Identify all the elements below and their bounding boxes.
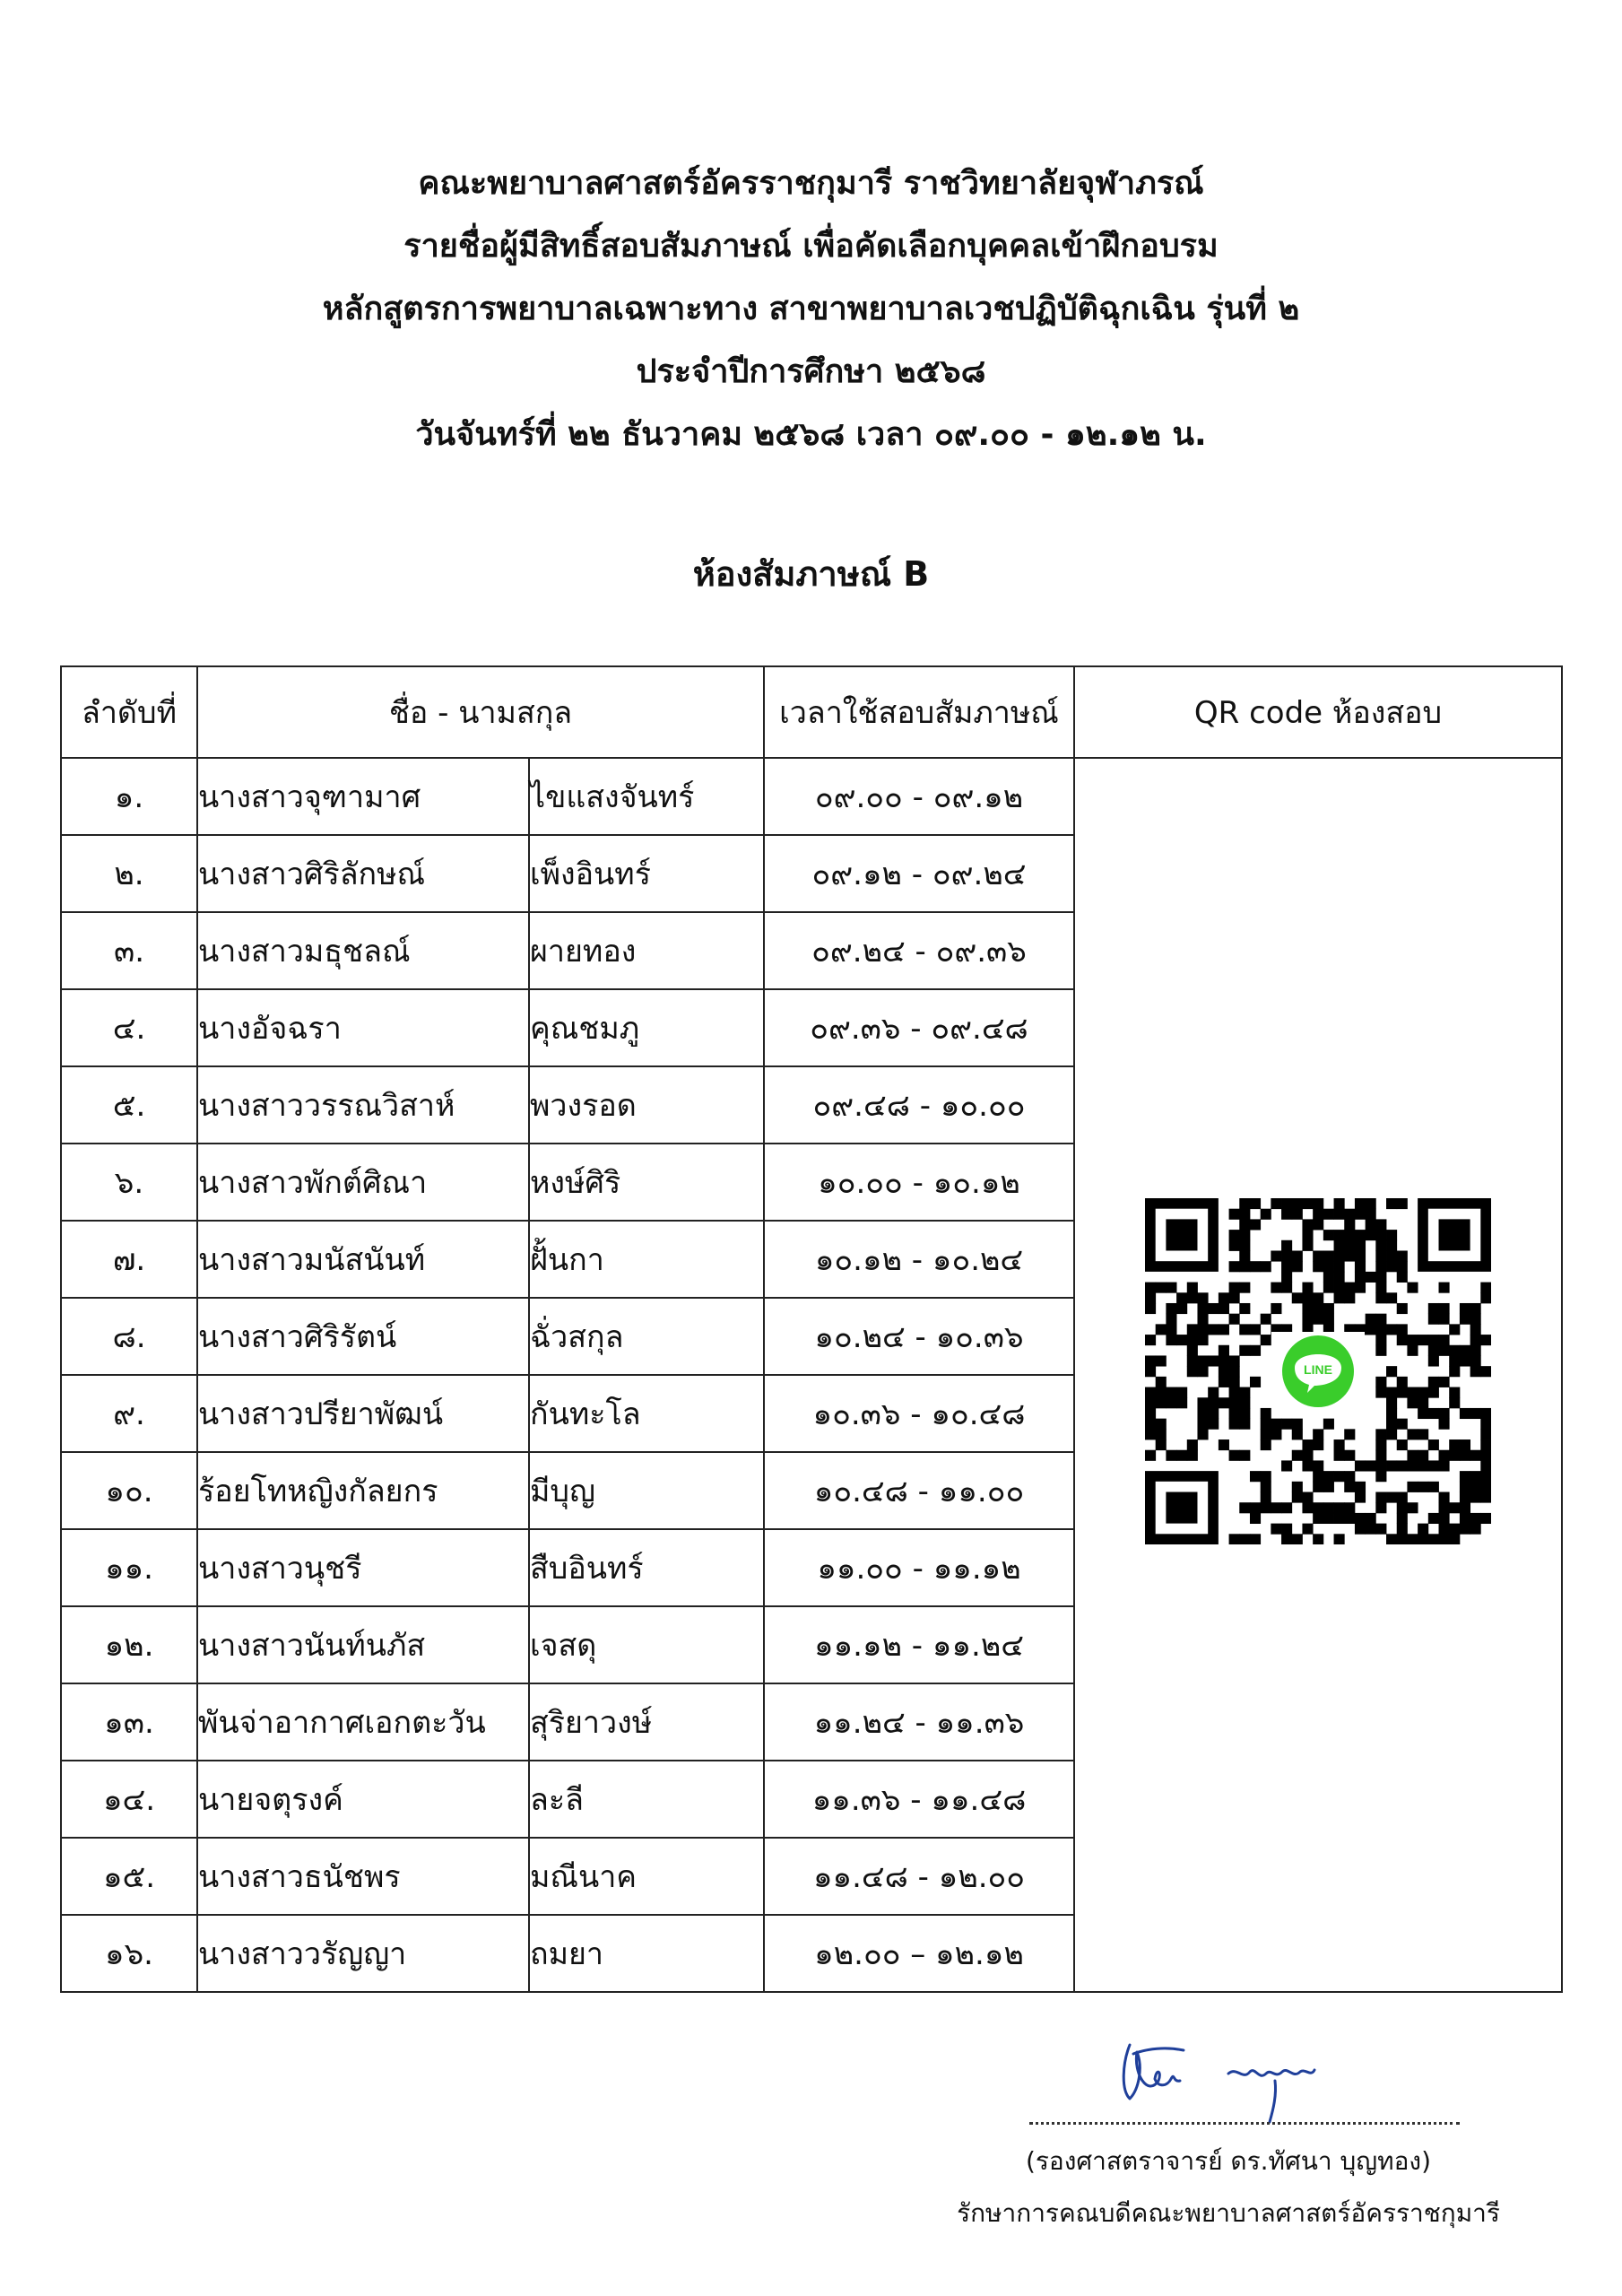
header-no: ลำดับที่ (61, 666, 197, 758)
row-last-name: สืบอินทร์ (529, 1529, 764, 1606)
table-row (61, 758, 1562, 835)
row-first-name: นางสาวธนัชพร (197, 1838, 529, 1915)
row-interview-time: ๑๑.๔๘ - ๑๒.๐๐ (764, 1838, 1074, 1915)
row-interview-time: ๑๑.๓๖ - ๑๑.๔๘ (764, 1761, 1074, 1838)
row-first-name: นายจตุรงค์ (197, 1761, 529, 1838)
row-last-name: ฉั่วสกุล (529, 1298, 764, 1375)
interview-date: วันจันทร์ที่ ๒๒ ธันวาคม ๒๕๖๘ เวลา ๐๙.๐๐ - ๑๒.๑๒ น. (415, 416, 1207, 453)
row-number: ๑๐. (61, 1452, 197, 1529)
qr-code-cell (1074, 758, 1562, 1992)
signer-title: รักษาการคณบดีคณะพยาบาลศาสตร์อัครราชกุมารี (957, 2198, 1500, 2228)
row-interview-time: ๑๐.๓๖ - ๑๐.๔๘ (764, 1375, 1074, 1452)
row-interview-time: ๑๑.๑๒ - ๑๑.๒๔ (764, 1606, 1074, 1683)
row-interview-time: ๑๑.๐๐ - ๑๑.๑๒ (764, 1529, 1074, 1606)
row-first-name: นางสาวพักต์ศิณา (197, 1144, 529, 1221)
row-number: ๑. (61, 758, 197, 835)
list-title: รายชื่อผู้มีสิทธิ์สอบสัมภาษณ์ เพื่อคัดเลือกบุคคลเข้าฝึกอบรม (403, 228, 1219, 265)
row-first-name: นางอัจฉรา (197, 989, 529, 1066)
header-name: ชื่อ - นามสกุล (197, 666, 764, 758)
row-interview-time: ๑๐.๔๘ - ๑๑.๐๐ (764, 1452, 1074, 1529)
table-body (61, 758, 1562, 1992)
academic-year: ประจำปีการศึกษา ๒๕๖๘ (636, 353, 986, 390)
header-time: เวลาใช้สอบสัมภาษณ์ (764, 666, 1074, 758)
row-number: ๗. (61, 1221, 197, 1298)
row-first-name: นางสาวจุฑามาศ (197, 758, 529, 835)
row-first-name: นางสาวศิริลักษณ์ (197, 835, 529, 912)
row-interview-time: ๑๐.๐๐ - ๑๐.๑๒ (764, 1144, 1074, 1221)
row-last-name: กันทะโล (529, 1375, 764, 1452)
row-interview-time: ๑๒.๐๐ – ๑๒.๑๒ (764, 1915, 1074, 1992)
row-number: ๘. (61, 1298, 197, 1375)
row-interview-time: ๑๐.๒๔ - ๑๐.๓๖ (764, 1298, 1074, 1375)
table-header-row (61, 666, 1562, 758)
document-header (0, 152, 1622, 466)
row-last-name: ละลี (529, 1761, 764, 1838)
row-last-name: สุริยาวงษ์ (529, 1683, 764, 1761)
row-number: ๑๒. (61, 1606, 197, 1683)
row-first-name: ร้อยโทหญิงกัลยกร (197, 1452, 529, 1529)
row-number: ๖. (61, 1144, 197, 1221)
row-last-name: มีบุญ (529, 1452, 764, 1529)
row-last-name: ผายทอง (529, 912, 764, 989)
row-interview-time: ๐๙.๒๔ - ๐๙.๓๖ (764, 912, 1074, 989)
row-number: ๑๔. (61, 1761, 197, 1838)
row-last-name: ฝั้นกา (529, 1221, 764, 1298)
row-last-name: มณีนาค (529, 1838, 764, 1915)
row-number: ๑๓. (61, 1683, 197, 1761)
row-number: ๑๑. (61, 1529, 197, 1606)
signer-name: (รองศาสตราจารย์ ดร.ทัศนา บุญทอง) (1025, 2146, 1432, 2176)
row-number: ๙. (61, 1375, 197, 1452)
row-first-name: นางสาวนุชรี (197, 1529, 529, 1606)
line-logo-text: LINE (1304, 1361, 1332, 1377)
row-interview-time: ๐๙.๑๒ - ๐๙.๒๔ (764, 835, 1074, 912)
row-interview-time: ๐๙.๔๘ - ๑๐.๐๐ (764, 1066, 1074, 1144)
row-interview-time: ๑๑.๒๔ - ๑๑.๓๖ (764, 1683, 1074, 1761)
room-title: ห้องสัมภาษณ์ B (692, 554, 930, 594)
row-interview-time: ๐๙.๐๐ - ๐๙.๑๒ (764, 758, 1074, 835)
interview-schedule-table (60, 665, 1563, 1993)
faculty-name: คณะพยาบาลศาสตร์อัครราชกุมารี ราชวิทยาลัยจุฬาภรณ์ (418, 165, 1204, 202)
row-first-name: นางสาววรัญญา (197, 1915, 529, 1992)
row-first-name: นางสาววรรณวิสาห์ (197, 1066, 529, 1144)
row-first-name: นางสาวมธุชลณ์ (197, 912, 529, 989)
row-first-name: นางสาวศิริรัตน์ (197, 1298, 529, 1375)
row-number: ๒. (61, 835, 197, 912)
header-qr: QR code ห้องสอบ (1074, 666, 1562, 758)
row-last-name: เจสดุ (529, 1606, 764, 1683)
row-number: ๔. (61, 989, 197, 1066)
program-title: หลักสูตรการพยาบาลเฉพาะทาง สาขาพยาบาลเวชปฏิบัติฉุกเฉิน รุ่นที่ ๒ (322, 291, 1300, 327)
row-last-name: หงษ์ศิริ (529, 1144, 764, 1221)
row-first-name: พันจ่าอากาศเอกตะวัน (197, 1683, 529, 1761)
row-first-name: นางสาวปรียาพัฒน์ (197, 1375, 529, 1452)
row-number: ๓. (61, 912, 197, 989)
row-last-name: ถมยา (529, 1915, 764, 1992)
row-last-name: ไขแสงจันทร์ (529, 758, 764, 835)
row-last-name: คุณชมภู (529, 989, 764, 1066)
row-number: ๕. (61, 1066, 197, 1144)
row-interview-time: ๑๐.๑๒ - ๑๐.๒๔ (764, 1221, 1074, 1298)
row-number: ๑๕. (61, 1838, 197, 1915)
row-number: ๑๖. (61, 1915, 197, 1992)
row-interview-time: ๐๙.๓๖ - ๐๙.๔๘ (764, 989, 1074, 1066)
row-first-name: นางสาวนันท์นภัส (197, 1606, 529, 1683)
signature-block (924, 2027, 1533, 2260)
signature-line (1029, 2122, 1460, 2125)
row-first-name: นางสาวมนัสนันท์ (197, 1221, 529, 1298)
line-qr-code-icon (1145, 1198, 1491, 1544)
handwritten-signature-icon (1103, 2027, 1354, 2126)
row-last-name: พวงรอด (529, 1066, 764, 1144)
row-last-name: เพ็งอินทร์ (529, 835, 764, 912)
